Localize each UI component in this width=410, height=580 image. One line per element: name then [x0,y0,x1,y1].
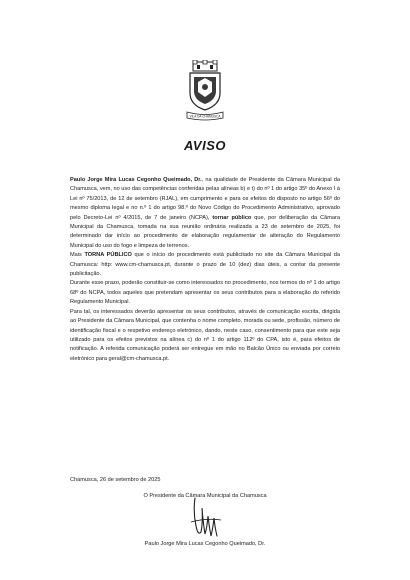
paragraph [70,176,340,251]
notice-body [70,176,340,364]
paragraph-text: que, por deliberação da Câmara Municipal da Chamusca, tomada na sua reunião ordinária realizada a 23 de setembro de 2025, foi determinado dar início ao procedimento de elaboração regulamentar de alteração do Regulamento Municipal do uso do fogo e limpeza de terrenos. [70,214,340,249]
municipal-crest-icon [183,60,227,122]
signatory-name: Paulo Jorge Mira Lucas Cegonho Queimado, Dr. [144,541,266,547]
paragraph-text: Mais [70,252,85,259]
paragraph-text: Durante esse prazo, poderão constituir-se como interessados no procedimento, nos termos do nº 1 do artigo 68º do NCPA, todos aqueles que pretendam apresentar os seus contributos para a elaboração do referido Regulamento Municipal. [70,280,340,306]
paragraph-text: Para tal, os interessados deverão apresentar os seus contributos, através de comunicação escrita, dirigida ao Presidente da Câmara Municipal, que contenha o nome completo, morada ou sede, profissão, número de identificação fiscal e o respetivo endereço eletrónico, dando, neste caso, consentimento para que este seja utilizado para os efeitos previstos na alínea c) do nº 1 do artigo 112º do CPA, isto é, para efeitos de notificação. A referida comunicação poderá ser entregue em mão no Balcão Único ou enviada por correio eletrónico para geral@cm-chamusca.pt. [70,308,340,362]
paragraph-emphasis: tornar público [212,214,252,221]
signatory-role: O Presidente da Câmara Municipal da Chamusca [143,493,267,499]
place-date: Chamusca, 26 de setembro de 2025 [70,477,161,483]
paragraph [70,279,340,307]
paragraph-text: que o início do procedimento está publicitado no site da Câmara Municipal da Chamusca: http: www.cm-chamusca.pt, durante o prazo de 10 (dez) dias úteis, a contar da presente publicitação. [70,252,340,278]
paragraph [70,308,340,364]
page-title: AVISO [184,138,226,153]
paragraph-text: , na qualidade de Presidente da Câmara Municipal da Chamusca, vem, no uso das competências conferidas pelas alíneas b) e t) do nº 1 do artigo 35º do Anexo I à Lei nº 75/2013, de 12 de setembro (RJAL), em cumprimento e para os efeitos do disposto no artigo 56º do mesmo diploma legal e no n.º 1 do artigo 98.º do Novo Código do Procedimento Administrativo, aprovado pelo Decreto-Lei nº 4/2015, de 7 de janeiro (NCPA), [70,177,340,221]
paragraph [70,251,340,279]
mayor-name-bold: Paulo Jorge Mira Lucas Cegonho Queimado, Dr. [70,177,202,183]
handwritten-signature-icon [181,492,231,542]
paragraph-emphasis: TORNA PÚBLICO [84,252,132,259]
crest-banner-text: VILA DA CHAMUSCA [189,114,221,119]
